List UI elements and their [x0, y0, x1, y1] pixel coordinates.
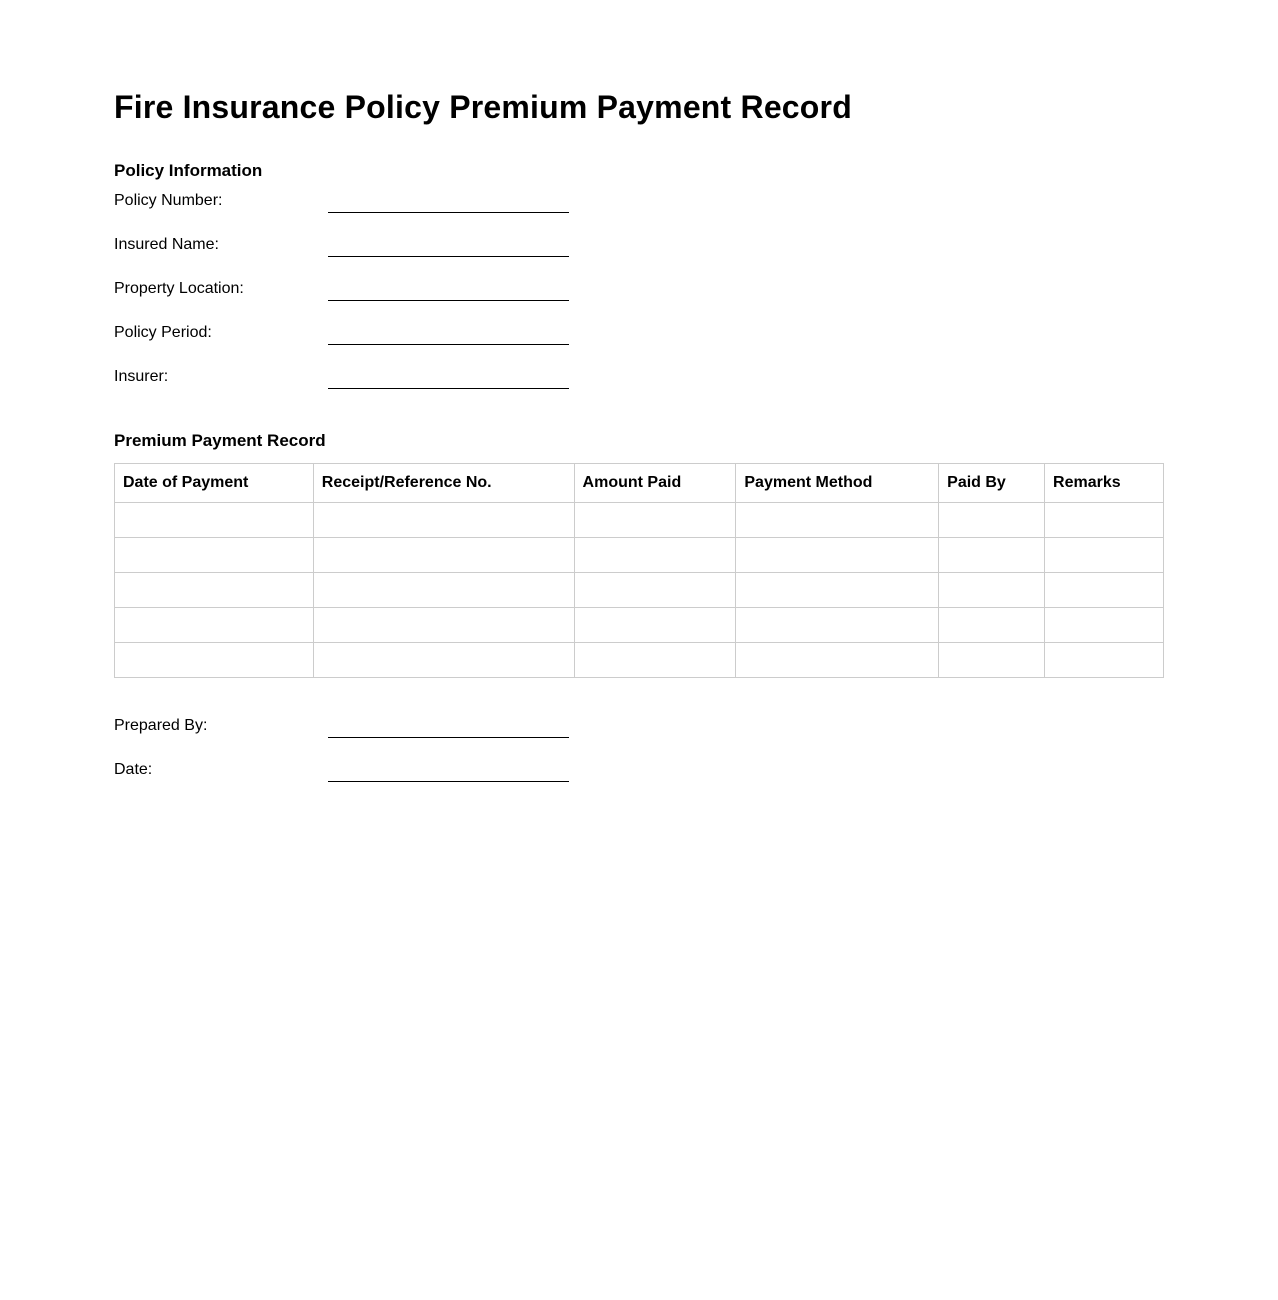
field-label: Prepared By: — [114, 717, 208, 734]
fill-line[interactable] — [328, 256, 569, 257]
page-title: Fire Insurance Policy Premium Payment Record — [114, 89, 852, 125]
insured-name-field — [114, 236, 574, 260]
table-cell[interactable] — [115, 538, 314, 573]
table-cell[interactable] — [939, 538, 1045, 573]
field-label: Date: — [114, 761, 153, 778]
column-header: Remarks — [1045, 464, 1164, 503]
policy-period-field — [114, 324, 574, 348]
table-cell[interactable] — [736, 538, 939, 573]
fill-line[interactable] — [328, 300, 569, 301]
table-row — [115, 573, 1164, 608]
table-cell[interactable] — [736, 608, 939, 643]
fill-line[interactable] — [328, 781, 569, 782]
table-cell[interactable] — [1045, 643, 1164, 678]
policy-number-field — [114, 192, 574, 216]
field-label: Policy Number: — [114, 192, 223, 209]
table-row — [115, 503, 1164, 538]
property-location-field — [114, 280, 574, 304]
field-label: Insurer: — [114, 368, 169, 385]
prepared-by-field — [114, 717, 574, 741]
table-cell[interactable] — [574, 538, 736, 573]
payment-record-table — [114, 463, 1164, 678]
table-row — [115, 608, 1164, 643]
table-cell[interactable] — [574, 503, 736, 538]
table-cell[interactable] — [939, 503, 1045, 538]
table-cell[interactable] — [574, 608, 736, 643]
table-cell[interactable] — [574, 643, 736, 678]
table-cell[interactable] — [1045, 503, 1164, 538]
payment-record-heading: Premium Payment Record — [114, 431, 326, 450]
table-cell[interactable] — [939, 608, 1045, 643]
table-cell[interactable] — [313, 538, 574, 573]
insurer-field — [114, 368, 574, 392]
table-row — [115, 538, 1164, 573]
table-cell[interactable] — [939, 573, 1045, 608]
table-cell[interactable] — [313, 573, 574, 608]
table-cell[interactable] — [736, 503, 939, 538]
column-header: Paid By — [939, 464, 1045, 503]
policy-info-heading: Policy Information — [114, 161, 263, 180]
fill-line[interactable] — [328, 344, 569, 345]
field-label: Property Location: — [114, 280, 244, 297]
table-cell[interactable] — [1045, 573, 1164, 608]
fill-line[interactable] — [328, 737, 569, 738]
table-cell[interactable] — [115, 503, 314, 538]
table-row — [115, 643, 1164, 678]
table-cell[interactable] — [115, 573, 314, 608]
table-cell[interactable] — [1045, 538, 1164, 573]
fill-line[interactable] — [328, 388, 569, 389]
table-cell[interactable] — [736, 643, 939, 678]
table-cell[interactable] — [115, 608, 314, 643]
field-label: Insured Name: — [114, 236, 219, 253]
table-cell[interactable] — [313, 608, 574, 643]
table-cell[interactable] — [736, 573, 939, 608]
table-cell[interactable] — [313, 503, 574, 538]
table-cell[interactable] — [313, 643, 574, 678]
column-header: Date of Payment — [115, 464, 314, 503]
table-cell[interactable] — [1045, 608, 1164, 643]
table-cell[interactable] — [939, 643, 1045, 678]
fill-line[interactable] — [328, 212, 569, 213]
column-header: Receipt/Reference No. — [313, 464, 574, 503]
date-field — [114, 761, 574, 785]
table-header-row — [115, 464, 1164, 503]
table-cell[interactable] — [115, 643, 314, 678]
table-cell[interactable] — [574, 573, 736, 608]
field-label: Policy Period: — [114, 324, 212, 341]
column-header: Amount Paid — [574, 464, 736, 503]
column-header: Payment Method — [736, 464, 939, 503]
